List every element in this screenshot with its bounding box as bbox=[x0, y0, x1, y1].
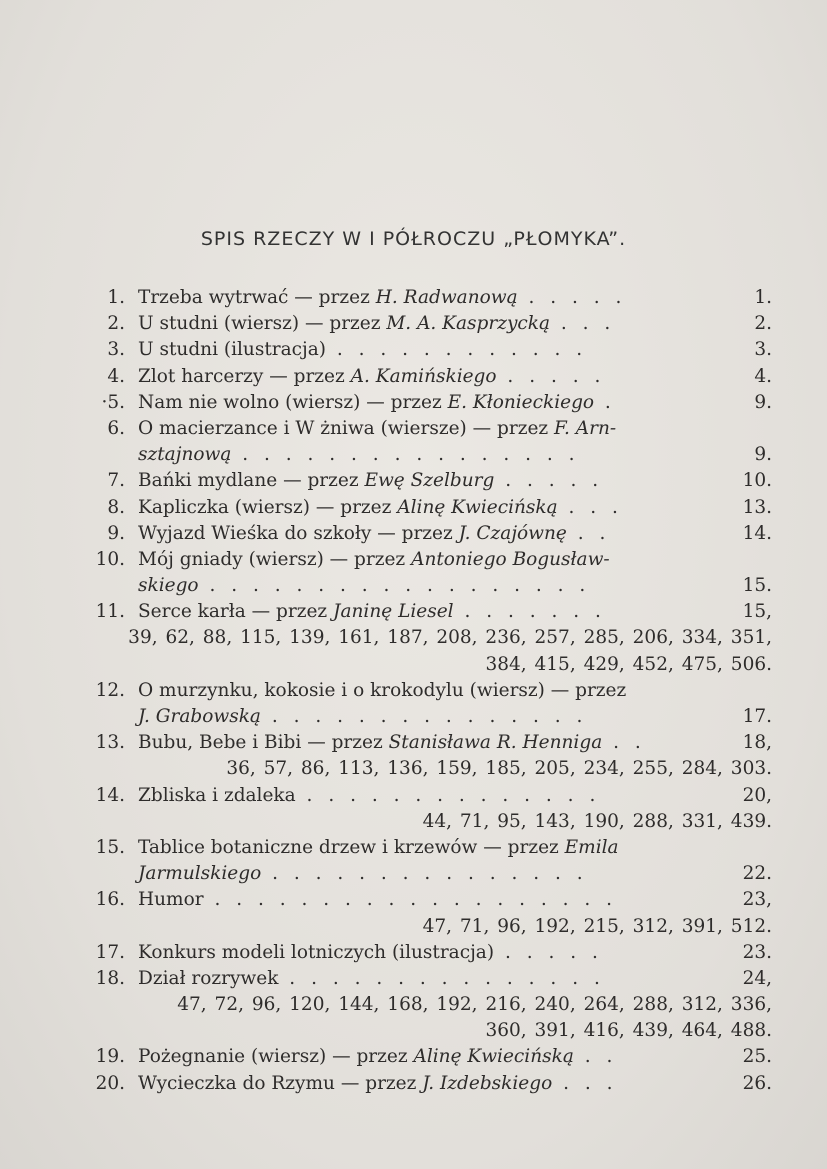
toc-entry bbox=[80, 285, 780, 311]
entry-author: J. Czajównę bbox=[458, 522, 567, 544]
entry-text: Konkurs modeli lotniczych (ilustracja) bbox=[138, 941, 495, 963]
page-list: 39, 62, 88, 115, 139, 161, 187, 208, 236, 257, 285, 206, 334, 351, bbox=[128, 627, 772, 649]
entry-title bbox=[138, 364, 605, 390]
toc-entry bbox=[80, 914, 780, 940]
entry-title bbox=[138, 390, 616, 416]
toc-entry bbox=[80, 442, 780, 468]
entry-text: Mój gniady (wiersz) — przez bbox=[138, 548, 412, 570]
toc-entry bbox=[80, 1018, 780, 1044]
entry-author: Alinę Kwiecińską bbox=[397, 496, 558, 518]
toc-entry bbox=[80, 416, 780, 442]
toc-entry bbox=[80, 311, 780, 337]
page-number: 22. bbox=[742, 863, 772, 885]
entry-title bbox=[138, 1071, 618, 1097]
entry-text: O murzynku, kokosie i o krokodylu (wiersz) — przez bbox=[138, 679, 627, 701]
entry-author: sztajnową bbox=[138, 444, 232, 466]
entry-title bbox=[138, 442, 580, 468]
page-number: 23, bbox=[742, 889, 772, 911]
entry-title bbox=[138, 547, 610, 573]
entry-number: 1. bbox=[107, 287, 125, 308]
leader-dots: . . . . . bbox=[494, 941, 603, 963]
entry-title bbox=[138, 495, 623, 521]
toc-entry bbox=[80, 573, 780, 599]
toc-entry bbox=[80, 364, 780, 390]
leader-dots: . . . bbox=[557, 496, 623, 518]
leader-dots: . . . . . bbox=[494, 470, 604, 492]
entry-number: 3. bbox=[107, 339, 125, 361]
page-number: 10. bbox=[742, 470, 772, 492]
page-number: 23. bbox=[742, 941, 772, 963]
page-list: 360, 391, 416, 439, 464, 488. bbox=[485, 1020, 772, 1042]
page-title: SPIS RZECZY W I PÓŁROCZU „PŁOMYKA”. bbox=[200, 228, 627, 250]
leader-dots: . . . . . . . . . . . . bbox=[325, 339, 588, 361]
toc-entry bbox=[80, 625, 780, 651]
page-list: 384, 415, 429, 452, 475, 506. bbox=[485, 653, 772, 675]
entry-author: Antoniego Bogusław- bbox=[411, 548, 610, 570]
page-number: 4. bbox=[754, 365, 772, 387]
entry-title bbox=[138, 861, 588, 887]
entry-text: Bubu, Bebe i Bibi — przez bbox=[138, 732, 389, 754]
entry-author: Emila bbox=[564, 836, 619, 858]
leader-dots: . . . . . . . . . . . . . . . . . . bbox=[198, 575, 591, 597]
toc-entry bbox=[80, 599, 780, 625]
entry-number: ·5. bbox=[101, 391, 125, 413]
entry-text: Dział rozrywek bbox=[138, 967, 279, 989]
toc-entry bbox=[80, 992, 780, 1018]
entry-number: 6. bbox=[107, 417, 125, 439]
page-number: 1. bbox=[754, 287, 772, 308]
leader-dots: . . . . . bbox=[496, 365, 606, 387]
entry-title bbox=[138, 835, 619, 861]
entry-title bbox=[138, 468, 603, 494]
toc-entry bbox=[80, 1071, 780, 1097]
leader-dots: . . . . . . . . . . . . . . bbox=[295, 784, 601, 806]
entry-text: U studni (ilustracja) bbox=[138, 339, 326, 361]
page-number: 24, bbox=[742, 967, 772, 989]
entry-text: Wyjazd Wieśka do szkoły — przez bbox=[138, 522, 459, 544]
leader-dots: . . bbox=[566, 522, 611, 544]
page-number: 26. bbox=[742, 1072, 772, 1094]
entry-title bbox=[138, 285, 626, 311]
entry-author: Alinę Kwiecińską bbox=[413, 1046, 574, 1068]
entry-author: Ewę Szelburg bbox=[364, 470, 495, 492]
page-list: 36, 57, 86, 113, 136, 159, 185, 205, 234, 255, 284, 303. bbox=[226, 758, 772, 780]
entry-title bbox=[138, 966, 605, 992]
entry-text: Wycieczka do Rzymu — przez bbox=[138, 1072, 423, 1094]
leader-dots: . . . bbox=[550, 313, 616, 335]
entry-text: Zlot harcerzy — przez bbox=[138, 365, 351, 387]
leader-dots: . . . . . . . bbox=[453, 601, 606, 623]
entry-author: A. Kamińskiego bbox=[350, 365, 497, 387]
leader-dots: . . bbox=[602, 732, 646, 754]
page-number: 3. bbox=[754, 339, 772, 361]
page-number: 9. bbox=[754, 444, 772, 466]
entry-title bbox=[138, 599, 606, 625]
entry-author: H. Radwanową bbox=[375, 287, 518, 308]
toc-entry bbox=[80, 704, 780, 730]
entry-number: 15. bbox=[95, 836, 125, 858]
entry-number: 4. bbox=[107, 365, 125, 387]
entry-text: Bańki mydlane — przez bbox=[138, 470, 365, 492]
toc-entry bbox=[80, 835, 780, 861]
toc-entry bbox=[80, 495, 780, 521]
entry-number: 9. bbox=[107, 522, 125, 544]
entry-text: U studni (wiersz) — przez bbox=[138, 313, 387, 335]
toc-entry bbox=[80, 966, 780, 992]
toc-entry bbox=[80, 521, 780, 547]
entry-number: 12. bbox=[95, 679, 125, 701]
entry-title bbox=[138, 416, 616, 442]
entry-title bbox=[138, 783, 600, 809]
page-number: 18, bbox=[742, 732, 772, 754]
entry-text: Tablice botaniczne drzew i krzewów — przez bbox=[138, 836, 565, 858]
toc-entry bbox=[80, 887, 780, 913]
leader-dots: . . . . . bbox=[517, 287, 627, 308]
entry-title bbox=[138, 521, 610, 547]
entry-text: O macierzance i W żniwa (wiersze) — przez bbox=[138, 417, 555, 439]
page-list: 47, 72, 96, 120, 144, 168, 192, 216, 240, 264, 288, 312, 336, bbox=[177, 994, 772, 1016]
table-of-contents bbox=[80, 285, 780, 1097]
leader-dots: . . . . . . . . . . . . . . . bbox=[278, 967, 605, 989]
page-number: 15. bbox=[742, 575, 772, 597]
entry-title bbox=[138, 887, 617, 913]
leader-dots: . bbox=[594, 391, 616, 413]
entry-title bbox=[138, 337, 587, 363]
leader-dots: . . . . . . . . . . . . . . . . . . . bbox=[203, 889, 618, 911]
entry-author: F. Arn- bbox=[554, 417, 617, 439]
entry-title bbox=[138, 573, 590, 599]
leader-dots: . . . . . . . . . . . . . . . . bbox=[231, 444, 580, 466]
leader-dots: . . . bbox=[552, 1072, 618, 1094]
entry-author: E. Kłonieckiego bbox=[447, 391, 595, 413]
entry-author: Janinę Liesel bbox=[333, 601, 454, 623]
page-number: 15, bbox=[742, 601, 772, 623]
entry-text: Nam nie wolno (wiersz) — przez bbox=[138, 391, 448, 413]
page-list: 47, 71, 96, 192, 215, 312, 391, 512. bbox=[422, 915, 772, 937]
entry-title bbox=[138, 940, 603, 966]
leader-dots: . . . . . . . . . . . . . . . bbox=[261, 863, 588, 885]
entry-number: 13. bbox=[95, 732, 125, 754]
entry-author: J. Izdebskiego bbox=[422, 1072, 553, 1094]
toc-entry bbox=[80, 861, 780, 887]
entry-title bbox=[138, 1044, 617, 1070]
entry-number: 14. bbox=[95, 784, 125, 806]
entry-text: Trzeba wytrwać — przez bbox=[138, 287, 376, 308]
toc-entry bbox=[80, 1044, 780, 1070]
entry-number: 10. bbox=[95, 548, 125, 570]
toc-entry bbox=[80, 730, 780, 756]
toc-entry bbox=[80, 783, 780, 809]
toc-entry bbox=[80, 756, 780, 782]
entry-text: Humor bbox=[138, 889, 204, 911]
toc-entry bbox=[80, 547, 780, 573]
toc-entry bbox=[80, 468, 780, 494]
entry-author: skiego bbox=[138, 575, 199, 597]
page-number: 25. bbox=[742, 1046, 772, 1068]
entry-text: Zbliska i zdaleka bbox=[138, 784, 296, 806]
entry-text: Kapliczka (wiersz) — przez bbox=[138, 496, 398, 518]
entry-number: 18. bbox=[95, 967, 125, 989]
toc-entry bbox=[80, 337, 780, 363]
entry-title bbox=[138, 730, 646, 756]
page-number: 2. bbox=[754, 313, 772, 335]
entry-number: 7. bbox=[107, 470, 125, 492]
entry-title bbox=[138, 678, 626, 704]
entry-number: 2. bbox=[107, 313, 125, 335]
entry-author: M. A. Kasprzycką bbox=[386, 313, 551, 335]
entry-title bbox=[138, 704, 587, 730]
page-number: 13. bbox=[742, 496, 772, 518]
entry-number: 8. bbox=[107, 496, 125, 518]
leader-dots: . . . . . . . . . . . . . . . bbox=[260, 706, 588, 727]
page-number: 20, bbox=[742, 784, 772, 806]
entry-text: Serce karła — przez bbox=[138, 601, 334, 623]
toc-entry bbox=[80, 809, 780, 835]
entry-number: 11. bbox=[95, 601, 125, 623]
page-number: 17. bbox=[742, 706, 772, 727]
entry-author: Jarmulskiego bbox=[138, 863, 262, 885]
page-list: 44, 71, 95, 143, 190, 288, 331, 439. bbox=[422, 810, 772, 832]
entry-number: 16. bbox=[95, 889, 125, 911]
entry-author: Stanisława R. Henniga bbox=[388, 732, 603, 754]
entry-number: 19. bbox=[95, 1046, 125, 1068]
entry-author: J. Grabowską bbox=[138, 706, 261, 727]
entry-number: 17. bbox=[95, 941, 125, 963]
toc-entry bbox=[80, 678, 780, 704]
page-number: 9. bbox=[754, 391, 772, 413]
entry-title bbox=[138, 311, 615, 337]
entry-text: Pożegnanie (wiersz) — przez bbox=[138, 1046, 414, 1068]
toc-entry bbox=[80, 390, 780, 416]
page-number: 14. bbox=[742, 522, 772, 544]
entry-number: 20. bbox=[95, 1072, 125, 1094]
toc-entry bbox=[80, 652, 780, 678]
leader-dots: . . bbox=[573, 1046, 618, 1068]
toc-entry bbox=[80, 940, 780, 966]
